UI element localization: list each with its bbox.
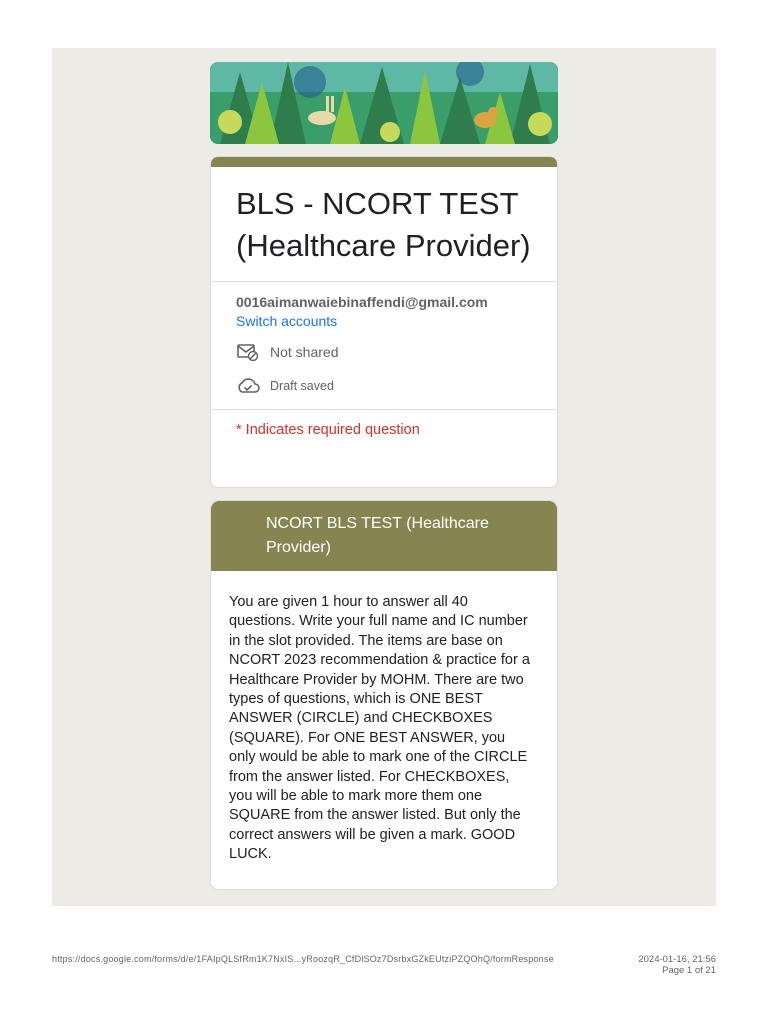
form-title: BLS - NCORT TEST (Healthcare Provider)	[236, 186, 531, 263]
cloud-check-icon	[236, 374, 260, 398]
account-email: 0016aimanwaiebinaffendi@gmail.com	[236, 294, 488, 310]
form-header-banner	[210, 62, 558, 144]
account-info	[211, 282, 557, 409]
forest-illustration	[210, 62, 558, 144]
not-shared-row	[236, 337, 532, 367]
mail-not-shared-icon	[236, 340, 260, 364]
form-title-card	[210, 156, 558, 488]
footer-datetime: 2024-01-16, 21:56	[638, 954, 716, 965]
footer-page-number: Page 1 of 21	[662, 965, 716, 976]
footer-meta	[638, 954, 716, 976]
footer-url: https://docs.google.com/forms/d/e/1FAIpQLSfRm1K7NxIS...yRoozqR_CfDlSOz7DsrbxGZkEUtziPZQOhQ/formResponse	[52, 954, 554, 964]
switch-accounts-link[interactable]: Switch accounts	[236, 313, 338, 329]
section-card	[210, 500, 558, 890]
section-title: NCORT BLS TEST (Healthcare Provider)	[211, 501, 557, 571]
draft-saved-label: Draft saved	[270, 379, 334, 393]
section-description: You are given 1 hour to answer all 40 questions. Write your full name and IC number in the slot provided. The items are base on NCORT 2023 recommendation & practice for a Healthcare Provider by MOHM. There are two types of questions, which is ONE BEST ANSWER (CIRCLE) and CHECKBOXES (SQUARE). For ONE BEST ANSWER, you only would be able to mark one of the CIRCLE from the answer listed. For CHECKBOXES, you will be able to mark more them one SQUARE from the answer listed. But only the correct answers will be given a mark. GOOD LUCK.	[229, 594, 530, 863]
draft-saved-row	[236, 371, 532, 401]
title-accent-bar	[211, 157, 557, 167]
not-shared-label: Not shared	[270, 344, 339, 360]
required-note: * Indicates required question	[236, 422, 420, 438]
